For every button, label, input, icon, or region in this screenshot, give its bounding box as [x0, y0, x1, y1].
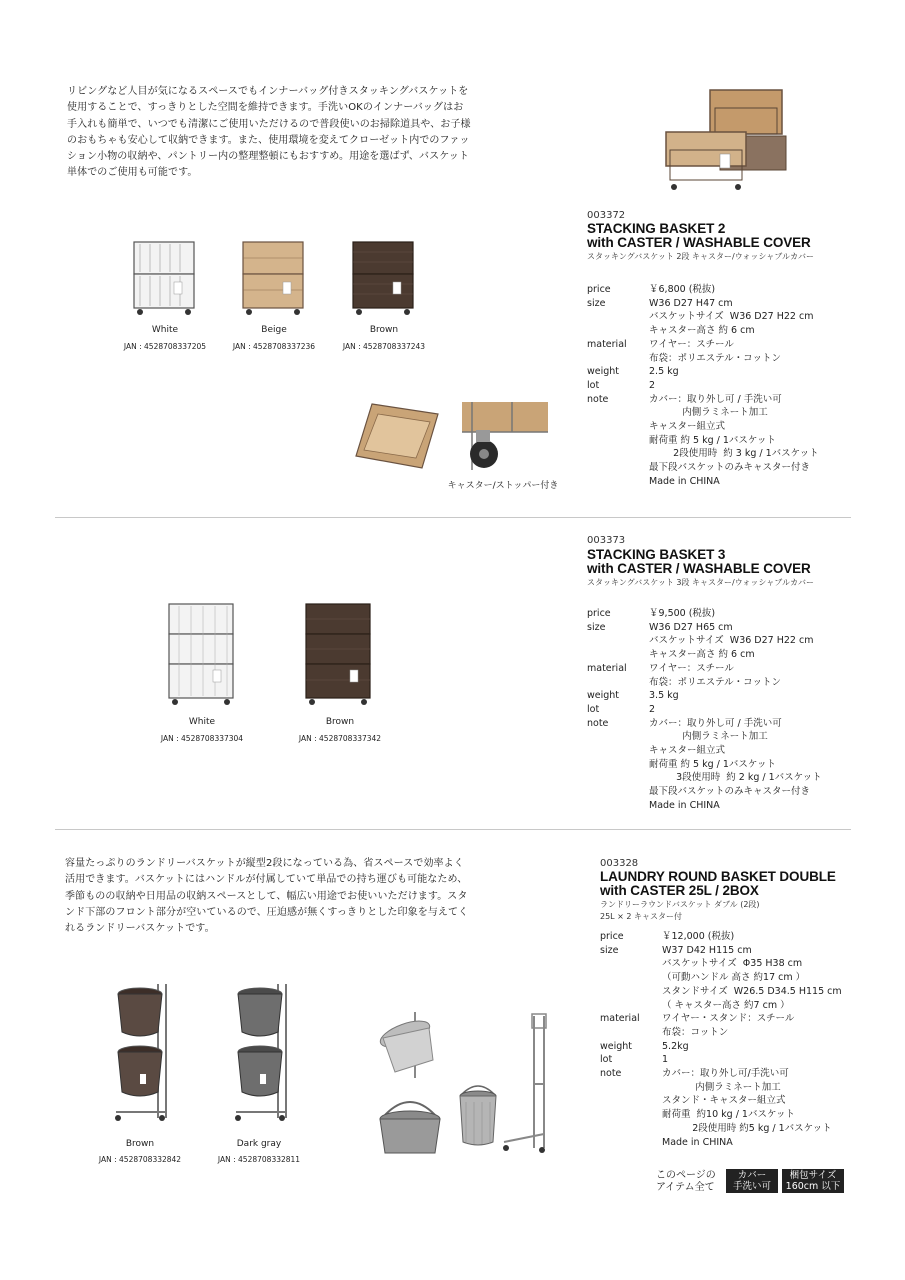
spec-value: 2: [649, 703, 656, 715]
spec-label: [600, 1094, 662, 1108]
spec-label: [587, 434, 649, 448]
spec-label: [587, 310, 649, 324]
section-divider: [55, 829, 851, 830]
spec-row: [600, 957, 842, 971]
spec-value: キャスター高さ 約 6 cm: [649, 649, 755, 661]
spec-row: [587, 771, 822, 785]
badge-package-line1: 梱包サイズ: [789, 1170, 837, 1181]
variant-image-laundry-darkgray: [230, 980, 292, 1128]
spec-row: [587, 379, 819, 393]
spec-label: [587, 785, 649, 799]
variant-name: White: [188, 717, 216, 727]
variant-jan: JAN : 4528708337342: [298, 734, 382, 743]
spec-value: ワイヤー・スタンド：スチール: [662, 1013, 795, 1025]
spec-label: [587, 352, 649, 366]
spec-row: [587, 607, 822, 621]
footer-note-line2: アイテム全て: [656, 1182, 715, 1193]
product-title-line1: LAUNDRY ROUND BASKET DOUBLE: [600, 869, 836, 884]
spec-row: [600, 1136, 842, 1150]
spec-table: [587, 283, 819, 489]
badge-package-size: [782, 1169, 844, 1193]
variant-name: Brown: [125, 1139, 155, 1149]
spec-row: [587, 717, 822, 731]
spec-row: [587, 703, 822, 717]
spec-row: [600, 944, 842, 958]
beige-cart-front: [666, 132, 746, 190]
variant-name: Beige: [261, 325, 287, 335]
spec-value: カバー：取り外し可 / 手洗い可: [649, 717, 782, 729]
spec-row: [587, 434, 819, 448]
badge-package-line2: 160cm 以下: [785, 1181, 841, 1192]
spec-row: [600, 1081, 842, 1095]
spec-value: 最下段バスケットのみキャスター付き: [649, 462, 811, 474]
spec-value: バスケットサイズ W36 D27 H22 cm: [649, 311, 814, 323]
detail-photo-basket-tilted: [375, 1008, 445, 1078]
spec-row: [587, 461, 819, 475]
spec-row: [587, 324, 819, 338]
spec-value: W36 D27 H65 cm: [649, 621, 733, 633]
spec-value: 耐荷重 約 5 kg / 1バスケット: [649, 434, 776, 446]
spec-label: note: [600, 1068, 622, 1080]
badge-washable: [726, 1169, 778, 1193]
spec-value: ￥12,000 (税抜): [662, 931, 735, 942]
spec-row: [587, 393, 819, 407]
spec-table: [587, 607, 822, 813]
spec-value: 内側ラミネート加工: [662, 1081, 781, 1093]
spec-row: [587, 475, 819, 489]
spec-value: 3.5 kg: [649, 690, 679, 702]
spec-value: 耐荷重 約 5 kg / 1バスケット: [649, 758, 776, 770]
spec-label: weight: [587, 366, 620, 378]
product-subtitle-2: 25L × 2 キャスター付: [600, 912, 683, 921]
spec-value: キャスター高さ 約 6 cm: [649, 325, 755, 337]
spec-value: ワイヤー：スチール: [649, 338, 734, 350]
spec-value: 内側ラミネート加工: [649, 731, 768, 743]
spec-label: [587, 676, 649, 690]
spec-value: ￥6,800 (税抜): [649, 284, 716, 295]
product-title-line2: with CASTER / WASHABLE COVER: [587, 561, 811, 576]
spec-value: 2: [649, 379, 656, 391]
variant-image-white: [130, 238, 200, 318]
spec-label: lot: [600, 1054, 613, 1066]
spec-label: [600, 1108, 662, 1122]
spec-label: [587, 771, 649, 785]
spec-label: [587, 461, 649, 475]
product-code: 003328: [600, 858, 639, 869]
spec-label: size: [587, 297, 606, 309]
spec-row: [587, 785, 822, 799]
detail-photo-stand: [500, 1012, 558, 1156]
spec-row: [587, 730, 822, 744]
variant-jan: JAN : 4528708332811: [217, 1155, 301, 1164]
product-photo-stacking-2-pair: [660, 84, 790, 199]
spec-table: [600, 930, 842, 1149]
detail-photo-basket-handle: [375, 1095, 445, 1157]
spec-value: 1: [662, 1054, 669, 1066]
spec-value: W36 D27 H47 cm: [649, 297, 733, 309]
spec-label: [587, 634, 649, 648]
spec-label: [587, 758, 649, 772]
spec-value: 布袋：ポリエステル・コットン: [649, 352, 781, 364]
spec-value: ￥9,500 (税抜): [649, 608, 716, 619]
spec-label: [600, 1122, 662, 1136]
spec-value: W37 D42 H115 cm: [662, 944, 752, 956]
product-code: 003372: [587, 210, 626, 221]
spec-value: 5.2kg: [662, 1040, 689, 1052]
spec-row: [587, 799, 822, 813]
spec-label: weight: [587, 690, 620, 702]
spec-row: [587, 634, 822, 648]
product-subtitle: スタッキングバスケット 3段 キャスター/ウォッシャブルカバー: [587, 578, 814, 587]
spec-label: [600, 999, 662, 1013]
spec-label: [587, 730, 649, 744]
badge-washable-line1: カバー: [737, 1170, 767, 1181]
spec-row: [600, 1012, 842, 1026]
spec-value: Made in CHINA: [649, 799, 720, 811]
spec-label: [600, 985, 662, 999]
spec-value: 布袋：ポリエステル・コットン: [649, 676, 781, 688]
spec-label: note: [587, 717, 609, 729]
product-subtitle: ランドリーラウンドバスケット ダブル (2段): [600, 900, 760, 909]
spec-value: 内側ラミネート加工: [649, 407, 768, 419]
spec-label: [587, 324, 649, 338]
intro-text-3: 容量たっぷりのランドリーバスケットが縦型2段になっている為、省スペースで効率よく活用できます。バスケットにはハンドルが付属していて単品での持ち運びも可能なため、季節ものの収納や日用品の収納スペースとして、幅広い用途でお使いいただけます。スタンド下部のフロント部分が空いているので、圧迫感が無くすっきりとした印象を与えてくれるランドリーバスケットです。: [65, 858, 469, 935]
spec-row: [600, 999, 842, 1013]
spec-label: [587, 406, 649, 420]
spec-label: weight: [600, 1040, 633, 1052]
spec-value: キャスター組立式: [649, 745, 726, 757]
spec-label: size: [600, 944, 619, 956]
footer-note-line1: このページの: [656, 1170, 716, 1181]
spec-value: スタンドサイズ W26.5 D34.5 H115 cm: [662, 985, 842, 997]
badge-washable-line2: 手洗い可: [732, 1181, 771, 1192]
spec-label: [587, 648, 649, 662]
spec-label: [600, 957, 662, 971]
variant-jan: JAN : 4528708332842: [98, 1155, 182, 1164]
spec-row: [600, 1094, 842, 1108]
variant-name: Brown: [325, 717, 355, 727]
spec-label: note: [587, 393, 609, 405]
product-title-line2: with CASTER 25L / 2BOX: [600, 883, 759, 898]
spec-row: [587, 420, 819, 434]
spec-value: 最下段バスケットのみキャスター付き: [649, 786, 811, 798]
spec-label: price: [587, 608, 611, 619]
spec-value: キャスター組立式: [649, 421, 726, 433]
spec-value: カバー：取り外し可/手洗い可: [662, 1068, 789, 1080]
spec-value: 耐荷重 約10 kg / 1バスケット: [662, 1109, 795, 1121]
spec-value: カバー：取り外し可 / 手洗い可: [649, 393, 782, 405]
detail-photo-caster: [462, 402, 548, 472]
spec-row: [600, 1122, 842, 1136]
product-title-line1: STACKING BASKET 2: [587, 221, 726, 236]
spec-value: 2.5 kg: [649, 366, 679, 378]
spec-row: [600, 971, 842, 985]
variant-name: White: [151, 325, 179, 335]
section-divider: [55, 517, 851, 518]
spec-row: [600, 985, 842, 999]
variant-jan: JAN : 4528708337236: [232, 342, 316, 351]
spec-label: [600, 1136, 662, 1150]
variant-image-white-3tier: [165, 600, 240, 708]
spec-value: スタンド・キャスター組立式: [662, 1095, 786, 1107]
spec-row: [587, 352, 819, 366]
spec-value: ワイヤー：スチール: [649, 662, 734, 674]
spec-label: price: [600, 931, 624, 942]
spec-row: [600, 1026, 842, 1040]
product-code: 003373: [587, 535, 626, 546]
spec-label: [600, 1081, 662, 1095]
spec-label: [587, 420, 649, 434]
detail-photo-cover: [352, 400, 440, 472]
spec-row: [587, 676, 822, 690]
spec-label: [600, 971, 662, 985]
spec-row: [600, 1040, 842, 1054]
product-subtitle: スタッキングバスケット 2段 キャスター/ウォッシャブルカバー: [587, 252, 814, 261]
footer-note: [656, 1170, 716, 1194]
spec-value: Made in CHINA: [662, 1136, 733, 1148]
spec-label: material: [600, 1013, 640, 1025]
spec-row: [587, 338, 819, 352]
spec-label: price: [587, 284, 611, 295]
spec-label: material: [587, 662, 627, 674]
spec-value: 3段使用時 約 2 kg / 1バスケット: [649, 772, 822, 784]
spec-row: [587, 310, 819, 324]
spec-row: [600, 930, 842, 944]
detail-photo-basket-single: [456, 1082, 500, 1154]
spec-row: [587, 297, 819, 311]
spec-label: [587, 744, 649, 758]
spec-value: 2段使用時 約 3 kg / 1バスケット: [649, 448, 819, 460]
spec-label: material: [587, 338, 627, 350]
variant-name: Brown: [369, 325, 399, 335]
variant-name: Dark gray: [236, 1139, 282, 1149]
spec-value: バスケットサイズ Φ35 H38 cm: [662, 958, 803, 970]
intro-text-1: リビングなど人目が気になるスペースでもインナーバッグ付きスタッキングバスケットを使用することで、すっきりとした空間を維持できます。手洗いOKのインナーバッグはお手入れも簡単で、いつでも清潔にご使用いただけるので普段使いのお掃除道具や、お子様のおもちゃも安心して収納できます。また、使用環境を変えてクローゼット内でのファッション小物の収納や、パントリー内の整理整頓にもおすすめ。用途を選ばず、バスケット単体でのご使用も可能です。: [67, 86, 471, 179]
spec-row: [587, 758, 822, 772]
spec-label: [587, 799, 649, 813]
spec-value: 布袋：コットン: [662, 1026, 729, 1038]
spec-value: 2段使用時 約5 kg / 1バスケット: [662, 1122, 832, 1134]
spec-row: [587, 689, 822, 703]
variant-image-beige: [239, 238, 309, 318]
detail-caption: キャスター/ストッパー付き: [447, 481, 559, 491]
spec-value: （ キャスター高さ 約7 cm ）: [662, 999, 790, 1011]
spec-row: [600, 1067, 842, 1081]
spec-label: size: [587, 621, 606, 633]
spec-value: （可動ハンドル 高さ 約17 cm ）: [662, 972, 806, 984]
spec-label: [587, 475, 649, 489]
spec-row: [587, 406, 819, 420]
variant-image-brown-3tier: [302, 600, 377, 708]
spec-label: lot: [587, 703, 600, 715]
variant-jan: JAN : 4528708337205: [123, 342, 207, 351]
spec-label: lot: [587, 379, 600, 391]
spec-label: [587, 447, 649, 461]
variant-jan: JAN : 4528708337304: [160, 734, 244, 743]
spec-row: [600, 1053, 842, 1067]
spec-row: [587, 447, 819, 461]
spec-row: [600, 1108, 842, 1122]
spec-row: [587, 662, 822, 676]
product-title-line1: STACKING BASKET 3: [587, 547, 726, 562]
variant-image-laundry-brown: [110, 980, 172, 1128]
spec-value: Made in CHINA: [649, 475, 720, 487]
spec-row: [587, 365, 819, 379]
spec-row: [587, 283, 819, 297]
spec-row: [587, 621, 822, 635]
spec-row: [587, 744, 822, 758]
spec-label: [600, 1026, 662, 1040]
spec-value: バスケットサイズ W36 D27 H22 cm: [649, 635, 814, 647]
product-title-line2: with CASTER / WASHABLE COVER: [587, 235, 811, 250]
spec-row: [587, 648, 822, 662]
variant-image-brown: [349, 238, 419, 318]
variant-jan: JAN : 4528708337243: [342, 342, 426, 351]
